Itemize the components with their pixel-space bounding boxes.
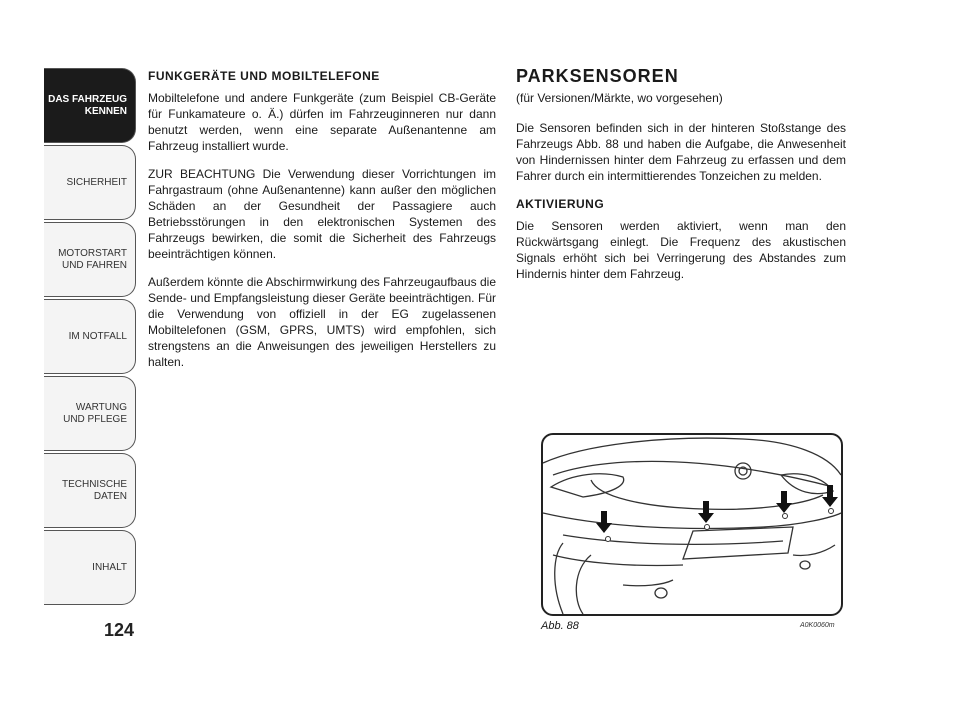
tab-das-fahrzeug-kennen[interactable]: DAS FAHRZEUG KENNEN	[44, 68, 136, 143]
left-column	[148, 68, 496, 382]
paragraph: Mobiltelefone und andere Funkgeräte (zum Beispiel CB-Geräte für Funkamateure o. Ä.) dürfen im Fahrzeuginneren nur dann benutzt werden, wenn eine separate Außenantenne am Fahrzeug installiert wurde.	[148, 91, 496, 153]
subtitle: (für Versionen/Märkte, wo vorgesehen)	[516, 91, 723, 105]
tab-im-notfall[interactable]: IM NOTFALL	[44, 299, 136, 374]
paragraph: Die Sensoren befinden sich in der hinteren Stoßstange des Fahrzeugs Abb. 88 und haben die Aufgabe, die Anwesenheit von Hindernissen hinter dem Fahrzeug zu erfassen und dem Fahrer durch ein intermittierendes Tonzeichen zu melden.	[516, 121, 846, 183]
paragraph: Außerdem könnte die Abschirmwirkung des Fahrzeugaufbaus die Sende- und Empfangsleistung dieser Geräte beeinträchtigen. Für die Verwendung von offiziell in der EG zugelassenen Mobiltelefonen (GSM, GPRS, UMTS) wird empfohlen, sich strengstens an die Anweisungen des jeweiligen Herstellers zu halten.	[148, 275, 496, 369]
car-rear-parking-sensors-icon	[543, 435, 841, 614]
tab-sicherheit[interactable]: SICHERHEIT	[44, 145, 136, 220]
sidebar-tabs	[44, 68, 136, 607]
page-number: 124	[104, 620, 135, 640]
figure-code: A0K0060m	[800, 622, 835, 629]
paragraph: Die Sensoren werden aktiviert, wenn man den Rückwärtsgang einlegt. Die Frequenz des akustischen Signals erhöht sich bei Verringerung des Abstandes zum Hindernis hinter dem Fahrzeug.	[516, 219, 846, 281]
tab-technische-daten[interactable]: TECHNISCHE DATEN	[44, 453, 136, 528]
tab-wartung-und-pflege[interactable]: WARTUNG UND PFLEGE	[44, 376, 136, 451]
figure-caption: Abb. 88	[541, 620, 579, 632]
section-heading-aktivierung: AKTIVIERUNG	[516, 197, 605, 211]
tab-inhalt[interactable]: INHALT	[44, 530, 136, 605]
section-heading-funkgeraete: FUNKGERÄTE UND MOBILTELEFONE	[148, 69, 380, 83]
paragraph-warning: ZUR BEACHTUNG Die Verwendung dieser Vorrichtungen im Fahrgastraum (ohne Außenantenne) kann außer den möglichen Schäden an der Gesundheit der Passagiere auch Betriebsstörungen in den elektronischen Systemen des Fahrzeugs bewirken, die somit die Sicherheit des Fahrzeugs beeinträchtigen können.	[148, 167, 496, 261]
car-rear-illustration	[541, 433, 843, 616]
tab-motorstart-und-fahren[interactable]: MOTORSTART UND FAHREN	[44, 222, 136, 297]
section-heading-parksensoren: PARKSENSOREN	[516, 66, 679, 86]
right-column	[516, 68, 846, 294]
